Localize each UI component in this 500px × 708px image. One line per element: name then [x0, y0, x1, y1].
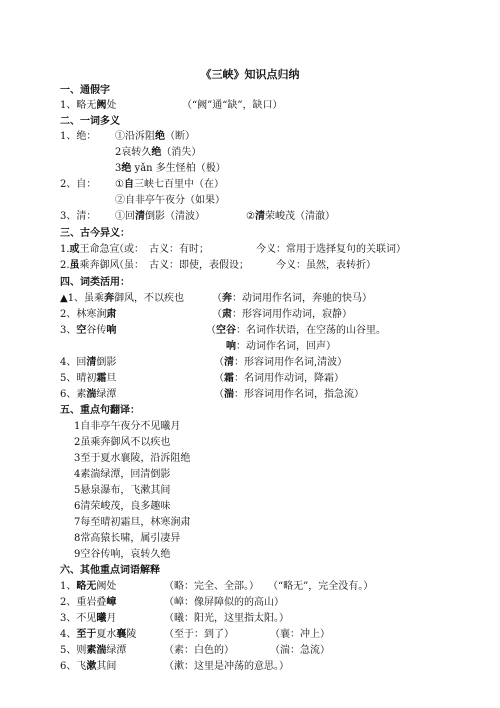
fanyi-item: 1自非亭午夜分不见曦月: [74, 421, 181, 432]
huoyong-row-3-note-2: 响：动词作名词，回声）: [226, 341, 336, 352]
gujin-row-1-gu: （或： 古义：有时；: [114, 244, 209, 255]
fanyi-item: 7每至晴初霜旦，林寒涧肃: [74, 517, 191, 528]
fanyi-item: 5悬泉瀑布，飞漱其间: [74, 485, 171, 496]
huoyong-row-4-note: （清：形容词用作名词,清波）: [214, 357, 348, 368]
gujin-row-1: 1.或王命急宣: [60, 244, 120, 255]
qita-row-5-note: （素：白色的）: [164, 645, 234, 656]
tongjia-example: 1、略无阙处: [60, 100, 117, 111]
qita-row-3-note: （曦：阳光，这里指太阳。）: [164, 613, 289, 624]
qita-row-4: 4、至于夏水襄陵: [60, 629, 137, 640]
qita-row-1: 1、略无阙处: [60, 581, 117, 592]
huoyong-row-1-note: （奔：动词用作名词，奔驰的快马）: [212, 293, 372, 304]
huoyong-row-2: 2、林寒涧肃: [60, 309, 117, 320]
tongjia-note: （“阙”通“缺”，缺口）: [182, 100, 283, 111]
yiduo-label-zi: 2、自：: [60, 179, 97, 190]
qita-row-2: 2、重岩叠嶂: [60, 597, 117, 608]
huoyong-row-1: ▲1、虽乘奔御风，不以疾也: [60, 293, 185, 304]
yiduo-zi-item-2: ②自非亭午夜分（如果）: [115, 195, 225, 206]
huoyong-row-6-note: （湍：形容词用作名词，指急流）: [214, 389, 364, 400]
yiduo-jue-item-1: ①沿泝阻绝（断）: [115, 131, 195, 142]
qita-row-1-note-2: （“略无”，完全没有。）: [268, 581, 374, 592]
yiduo-jue-item-2: 2哀转久绝（消失）: [115, 147, 202, 158]
qita-row-5: 5、则素湍绿潭: [60, 645, 127, 656]
huoyong-row-5-note: （霜：名词用作动词，降霜）: [214, 373, 344, 384]
fanyi-item: 3至于夏水襄陵，沿泝阻绝: [74, 453, 191, 464]
qita-row-1-note: （略：完全、全部。）: [164, 581, 259, 592]
qita-row-4-note-2: （襄：冲上）: [270, 629, 330, 640]
yiduo-qing-item-1: ①回清倒影（清波）: [115, 211, 205, 222]
huoyong-row-5: 5、晴初霜旦: [60, 373, 117, 384]
section-heading-qita: 六、其他重点词语解释: [60, 565, 160, 576]
qita-row-2-note: （嶂：像屏障似的的高山）: [164, 597, 284, 608]
fanyi-item: 2虽乘奔御风不以疾也: [74, 437, 171, 448]
fanyi-item: 9空谷传响，哀转久绝: [74, 549, 171, 560]
section-heading-yiduo: 二、一词多义: [60, 116, 120, 127]
fanyi-item: 4素湍绿潭，回清倒影: [74, 469, 171, 480]
huoyong-row-3: 3、空谷传响: [60, 325, 117, 336]
yiduo-label-jue: 1、绝：: [60, 131, 97, 142]
qita-row-3: 3、不见曦月: [60, 613, 117, 624]
qita-row-6: 6、飞漱其间: [60, 661, 117, 672]
yiduo-qing-item-2: ②清荣峻茂（清澈）: [246, 211, 335, 222]
yiduo-jue-item-3: 3绝 yǎn 多生怪柏（极）: [115, 163, 226, 174]
gujin-row-2: 2.虽乘奔御风: [60, 260, 120, 271]
document-title: 《三峡》知识点归纳: [200, 68, 300, 81]
gujin-row-2-jin: 今义：虽然，表转折）: [276, 260, 376, 271]
yiduo-zi-item-1: ①自三峡七百里中（在）: [115, 179, 224, 190]
fanyi-item: 6清荣峻茂，良多趣味: [74, 501, 171, 512]
gujin-row-1-jin: 今义：常用于选择复句的关联词）: [256, 244, 406, 255]
section-heading-fanyi: 五、重点句翻译：: [60, 405, 140, 416]
huoyong-row-4: 4、回清倒影: [60, 357, 117, 368]
qita-row-6-note: （漱：这里是冲荡的意思。）: [164, 661, 289, 672]
huoyong-row-2-note: （肃：形容词用作动词，寂静）: [212, 309, 352, 320]
qita-row-5-note-2: （湍：急流）: [270, 645, 330, 656]
huoyong-row-6: 6、素湍绿潭: [60, 389, 117, 400]
section-heading-gujin: 三、古今异义：: [60, 228, 130, 239]
fanyi-item: 8常高猿长啸，属引凄异: [74, 533, 181, 544]
qita-row-4-note: （至于：到了）: [164, 629, 234, 640]
gujin-row-2-gu: （虽： 古义：即使，表假设；: [114, 260, 249, 271]
section-heading-huoyong: 四、词类活用：: [60, 277, 130, 288]
section-heading-tongjia: 一、通假字: [60, 85, 110, 96]
huoyong-row-3-note: （空谷：名词作状语，在空荡的山谷里。: [206, 325, 386, 336]
yiduo-label-qing: 3、清：: [60, 211, 97, 222]
